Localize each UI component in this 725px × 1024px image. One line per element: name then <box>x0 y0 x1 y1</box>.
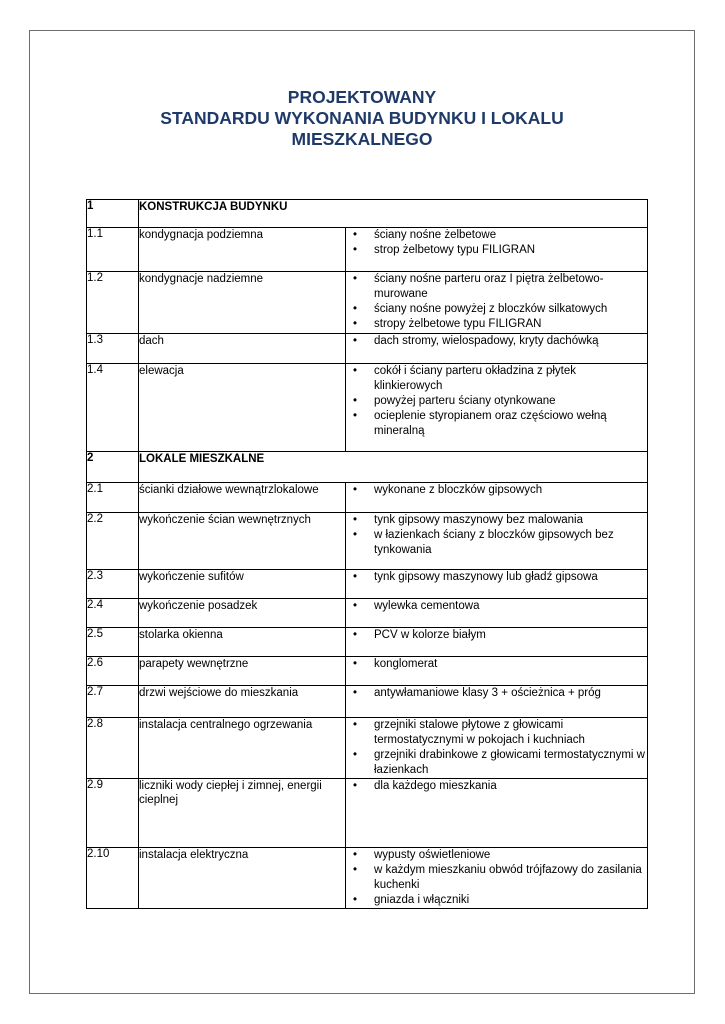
item-number: 2.4 <box>87 599 139 628</box>
bullet-item: • w każdym mieszkaniu obwód trójfazowy do zasilania kuchenki <box>346 863 647 893</box>
table-row <box>87 718 648 779</box>
bullet-item: • ściany nośne powyżej z bloczków silkatowych <box>346 302 647 317</box>
table-row <box>87 483 648 513</box>
bullet-item: • dach stromy, wielospadowy, kryty dachówką <box>346 334 647 349</box>
item-number: 1.4 <box>87 364 139 452</box>
bullet-list <box>346 779 647 794</box>
table-row <box>87 228 648 272</box>
bullet-item: • wypusty oświetleniowe <box>346 848 647 863</box>
bullet-list <box>346 334 647 349</box>
item-values <box>346 848 648 909</box>
title-line-2: STANDARDU WYKONANIA BUDYNKU I LOKALU <box>160 108 564 128</box>
item-label: elewacja <box>139 364 346 452</box>
section-row <box>87 452 648 483</box>
title-line-1: PROJEKTOWANY <box>287 87 437 107</box>
table-row <box>87 570 648 599</box>
item-label: wykończenie ścian wewnętrznych <box>139 513 346 570</box>
bullet-item: • wylewka cementowa <box>346 599 647 614</box>
standard-table <box>86 199 648 909</box>
bullet-list <box>346 599 647 614</box>
bullet-item: • antywłamaniowe klasy 3 + ościeżnica + próg <box>346 686 647 701</box>
bullet-list <box>346 848 647 908</box>
bullet-item: • w łazienkach ściany z bloczków gipsowych bez tynkowania <box>346 528 647 558</box>
bullet-item: • wykonane z bloczków gipsowych <box>346 483 647 498</box>
item-values <box>346 272 648 334</box>
item-label: instalacja centralnego ogrzewania <box>139 718 346 779</box>
item-label: parapety wewnętrzne <box>139 657 346 686</box>
section-title: KONSTRUKCJA BUDYNKU <box>139 200 648 228</box>
bullet-item: • strop żelbetowy typu FILIGRAN <box>346 243 647 258</box>
table-row <box>87 599 648 628</box>
table-row <box>87 628 648 657</box>
table-row <box>87 513 648 570</box>
bullet-list <box>346 628 647 643</box>
item-label: dach <box>139 334 346 364</box>
item-label: drzwi wejściowe do mieszkania <box>139 686 346 718</box>
item-values <box>346 483 648 513</box>
item-label: stolarka okienna <box>139 628 346 657</box>
bullet-item: • ściany nośne parteru oraz I piętra żelbetowo-murowane <box>346 272 647 302</box>
item-number: 2.1 <box>87 483 139 513</box>
bullet-list <box>346 718 647 778</box>
bullet-item: • tynk gipsowy maszynowy bez malowania <box>346 513 647 528</box>
bullet-list <box>346 686 647 701</box>
bullet-list <box>346 483 647 498</box>
table-row <box>87 364 648 452</box>
item-label: kondygnacja podziemna <box>139 228 346 272</box>
section-title: LOKALE MIESZKALNE <box>139 452 648 483</box>
bullet-list <box>346 272 647 332</box>
table-row <box>87 779 648 848</box>
item-values <box>346 228 648 272</box>
bullet-list <box>346 228 647 258</box>
bullet-item: • stropy żelbetowe typu FILIGRAN <box>346 317 647 332</box>
table-row <box>87 272 648 334</box>
bullet-item: • dla każdego mieszkania <box>346 779 647 794</box>
item-values <box>346 513 648 570</box>
item-values <box>346 599 648 628</box>
item-number: 2.9 <box>87 779 139 848</box>
standard-table-body <box>87 200 648 909</box>
table-row <box>87 334 648 364</box>
bullet-item: • PCV w kolorze białym <box>346 628 647 643</box>
section-number: 1 <box>87 200 139 228</box>
bullet-item: • powyżej parteru ściany otynkowane <box>346 394 647 409</box>
document-title <box>29 87 695 150</box>
item-values <box>346 334 648 364</box>
item-values <box>346 364 648 452</box>
bullet-item: • gniazda i włączniki <box>346 893 647 908</box>
item-label: liczniki wody ciepłej i zimnej, energii cieplnej <box>139 779 346 848</box>
item-number: 2.10 <box>87 848 139 909</box>
bullet-item: • cokół i ściany parteru okładzina z płytek klinkierowych <box>346 364 647 394</box>
item-number: 1.1 <box>87 228 139 272</box>
section-row <box>87 200 648 228</box>
bullet-item: • ocieplenie styropianem oraz częściowo wełną mineralną <box>346 409 647 439</box>
item-number: 2.5 <box>87 628 139 657</box>
item-number: 1.3 <box>87 334 139 364</box>
item-number: 1.2 <box>87 272 139 334</box>
table-row <box>87 686 648 718</box>
bullet-item: • konglomerat <box>346 657 647 672</box>
item-number: 2.8 <box>87 718 139 779</box>
item-label: wykończenie posadzek <box>139 599 346 628</box>
item-label: ścianki działowe wewnątrzlokalowe <box>139 483 346 513</box>
item-values <box>346 686 648 718</box>
item-label: wykończenie sufitów <box>139 570 346 599</box>
bullet-list <box>346 570 647 585</box>
table-row <box>87 657 648 686</box>
item-number: 2.2 <box>87 513 139 570</box>
item-label: kondygnacje nadziemne <box>139 272 346 334</box>
item-values <box>346 570 648 599</box>
item-values <box>346 628 648 657</box>
item-number: 2.6 <box>87 657 139 686</box>
item-number: 2.7 <box>87 686 139 718</box>
item-number: 2.3 <box>87 570 139 599</box>
section-number: 2 <box>87 452 139 483</box>
bullet-item: • tynk gipsowy maszynowy lub gładź gipsowa <box>346 570 647 585</box>
bullet-list <box>346 364 647 439</box>
table-row <box>87 848 648 909</box>
bullet-list <box>346 657 647 672</box>
item-values <box>346 779 648 848</box>
bullet-item: • ściany nośne żelbetowe <box>346 228 647 243</box>
bullet-item: • grzejniki drabinkowe z głowicami termostatycznymi w łazienkach <box>346 748 647 778</box>
bullet-list <box>346 513 647 558</box>
item-label: instalacja elektryczna <box>139 848 346 909</box>
bullet-item: • grzejniki stalowe płytowe z głowicami termostatycznymi w pokojach i kuchniach <box>346 718 647 748</box>
item-values <box>346 718 648 779</box>
item-values <box>346 657 648 686</box>
title-line-3: MIESZKALNEGO <box>291 129 433 149</box>
